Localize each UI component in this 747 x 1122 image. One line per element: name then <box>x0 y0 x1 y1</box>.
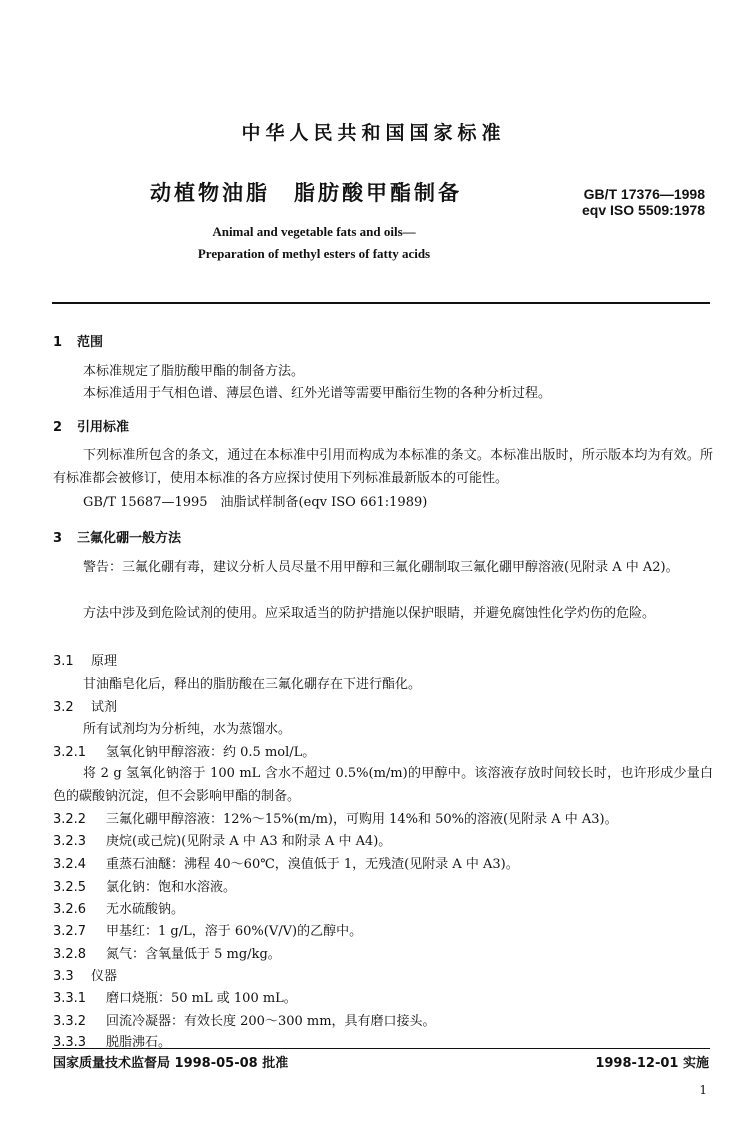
clause-3-2-2 <box>53 808 618 827</box>
clause-text: 庚烷(或己烷)(见附录 A 中 A3 和附录 A 中 A4)。 <box>106 834 392 849</box>
reference-item: GB/T 15687—1995 油脂试样制备(eqv ISO 661:1989) <box>83 495 428 510</box>
paragraph: 下列标准所包含的条文，通过在本标准中引用而构成为本标准的条文。本标准出版时，所示版本均为有效。所有标准都会被修订，使用本标准的各方应探讨使用下列标准最新版本的可能性。 <box>53 448 713 486</box>
clause-3-2-6 <box>53 898 184 917</box>
section-3-heading <box>53 527 181 546</box>
clause-number: 3.2.7 <box>53 924 87 939</box>
standard-number: GB/T 17376—1998 <box>583 186 705 202</box>
clause-number: 3.2.8 <box>53 947 87 962</box>
paragraph: 甘油酯皂化后，释出的脂肪酸在三氟化硼存在下进行酯化。 <box>83 677 422 692</box>
subsection-title: 仪器 <box>91 969 118 984</box>
clause-number: 3.2.3 <box>53 834 87 849</box>
clause-3-2-8 <box>53 943 281 962</box>
clause-number: 3.2.5 <box>53 880 87 895</box>
warning-paragraph: 警告：三氟化硼有毒，建议分析人员尽量不用甲醇和三氟化硼制取三氟化硼甲醇溶液(见附录 A 中 A2)。 <box>83 560 679 575</box>
subsection-number: 3.3 <box>53 969 74 984</box>
clause-3-3-2 <box>53 1010 436 1029</box>
clause-number: 3.2.1 <box>53 745 87 760</box>
equivalent-standard: eqv ISO 5509:1978 <box>582 202 705 218</box>
standard-number-block <box>582 186 705 218</box>
paragraph: 本标准规定了脂肪酸甲酯的制备方法。 <box>83 364 305 379</box>
paragraph: 所有试剂均为分析纯，水为蒸馏水。 <box>83 722 292 737</box>
clause-text: 重蒸石油醚：沸程 40～60℃，溴值低于 1，无残渣(见附录 A 中 A3)。 <box>106 857 519 872</box>
clause-number: 3.3.2 <box>53 1014 87 1029</box>
paragraph: 本标准适用于气相色谱、薄层色谱、红外光谱等需要甲酯衍生物的各种分析过程。 <box>83 386 552 401</box>
clause-number: 3.3.3 <box>53 1035 87 1050</box>
clause-text: 回流冷凝器：有效长度 200～300 mm，具有磨口接头。 <box>106 1014 436 1029</box>
section-title: 引用标准 <box>77 420 130 435</box>
document-title-en-line1: Animal and vegetable fats and oils— <box>212 224 416 239</box>
paragraph: 将 2 g 氢氧化钠溶于 100 mL 含水不超过 0.5%(m/m)的甲醇中。该溶液存放时间较长时，也许形成少量白色的碳酸钠沉淀，但不会影响甲酯的制备。 <box>53 766 713 804</box>
clause-text: 氯化钠：饱和水溶液。 <box>106 880 237 895</box>
section-number: 1 <box>53 335 63 350</box>
document-title-cn: 动植物油脂 脂肪酸甲酯制备 <box>150 181 462 205</box>
clause-3-2-7 <box>53 920 362 939</box>
clause-number: 3.2.6 <box>53 902 87 917</box>
section-number: 2 <box>53 420 63 435</box>
country-standard-heading: 中华人民共和国国家标准 <box>241 122 506 144</box>
clause-number: 3.3.1 <box>53 991 87 1006</box>
clause-3-2-1 <box>53 741 315 760</box>
clause-text: 甲基红：1 g/L，溶于 60%(V/V)的乙醇中。 <box>106 924 363 939</box>
subsection-3-3-heading <box>53 965 117 984</box>
clause-3-2-4 <box>53 853 519 872</box>
section-title: 三氟化硼一般方法 <box>77 531 182 546</box>
clause-3-2-5 <box>53 876 236 895</box>
section-2-heading <box>53 416 129 435</box>
section-1-heading <box>53 331 103 350</box>
footer-divider <box>52 1048 710 1049</box>
clause-text: 无水硫酸钠。 <box>106 902 185 917</box>
clause-text: 氮气：含氧量低于 5 mg/kg。 <box>106 947 281 962</box>
document-title-en-line2: Preparation of methyl esters of fatty acids <box>197 246 431 261</box>
section-title: 范围 <box>77 335 104 350</box>
subsection-number: 3.1 <box>53 654 74 669</box>
clause-text: 氢氧化钠甲醇溶液：约 0.5 mol/L。 <box>106 745 316 760</box>
clause-text: 三氟化硼甲醇溶液：12%～15%(m/m)，可购用 14%和 50%的溶液(见附录 A 中 A3)。 <box>106 812 618 827</box>
warning-paragraph: 方法中涉及到危险试剂的使用。应采取适当的防护措施以保护眼睛，并避免腐蚀性化学灼伤的危险。 <box>83 606 656 621</box>
clause-3-3-1 <box>53 987 297 1006</box>
subsection-3-1-heading <box>53 650 117 669</box>
clause-text: 脱脂沸石。 <box>106 1035 172 1050</box>
subsection-title: 原理 <box>91 654 118 669</box>
subsection-3-2-heading <box>53 696 117 715</box>
clause-text: 磨口烧瓶：50 mL 或 100 mL。 <box>106 991 297 1006</box>
section-number: 3 <box>53 531 63 546</box>
subsection-title: 试剂 <box>91 700 118 715</box>
page-number: 1 <box>699 1083 707 1097</box>
clause-number: 3.2.2 <box>53 812 87 827</box>
header-divider <box>52 302 710 304</box>
clause-3-2-3 <box>53 830 391 849</box>
subsection-number: 3.2 <box>53 700 74 715</box>
clause-number: 3.2.4 <box>53 857 87 872</box>
approval-date: 国家质量技术监督局 1998-05-08 批准 <box>53 1056 289 1071</box>
implementation-date: 1998-12-01 实施 <box>595 1056 709 1071</box>
